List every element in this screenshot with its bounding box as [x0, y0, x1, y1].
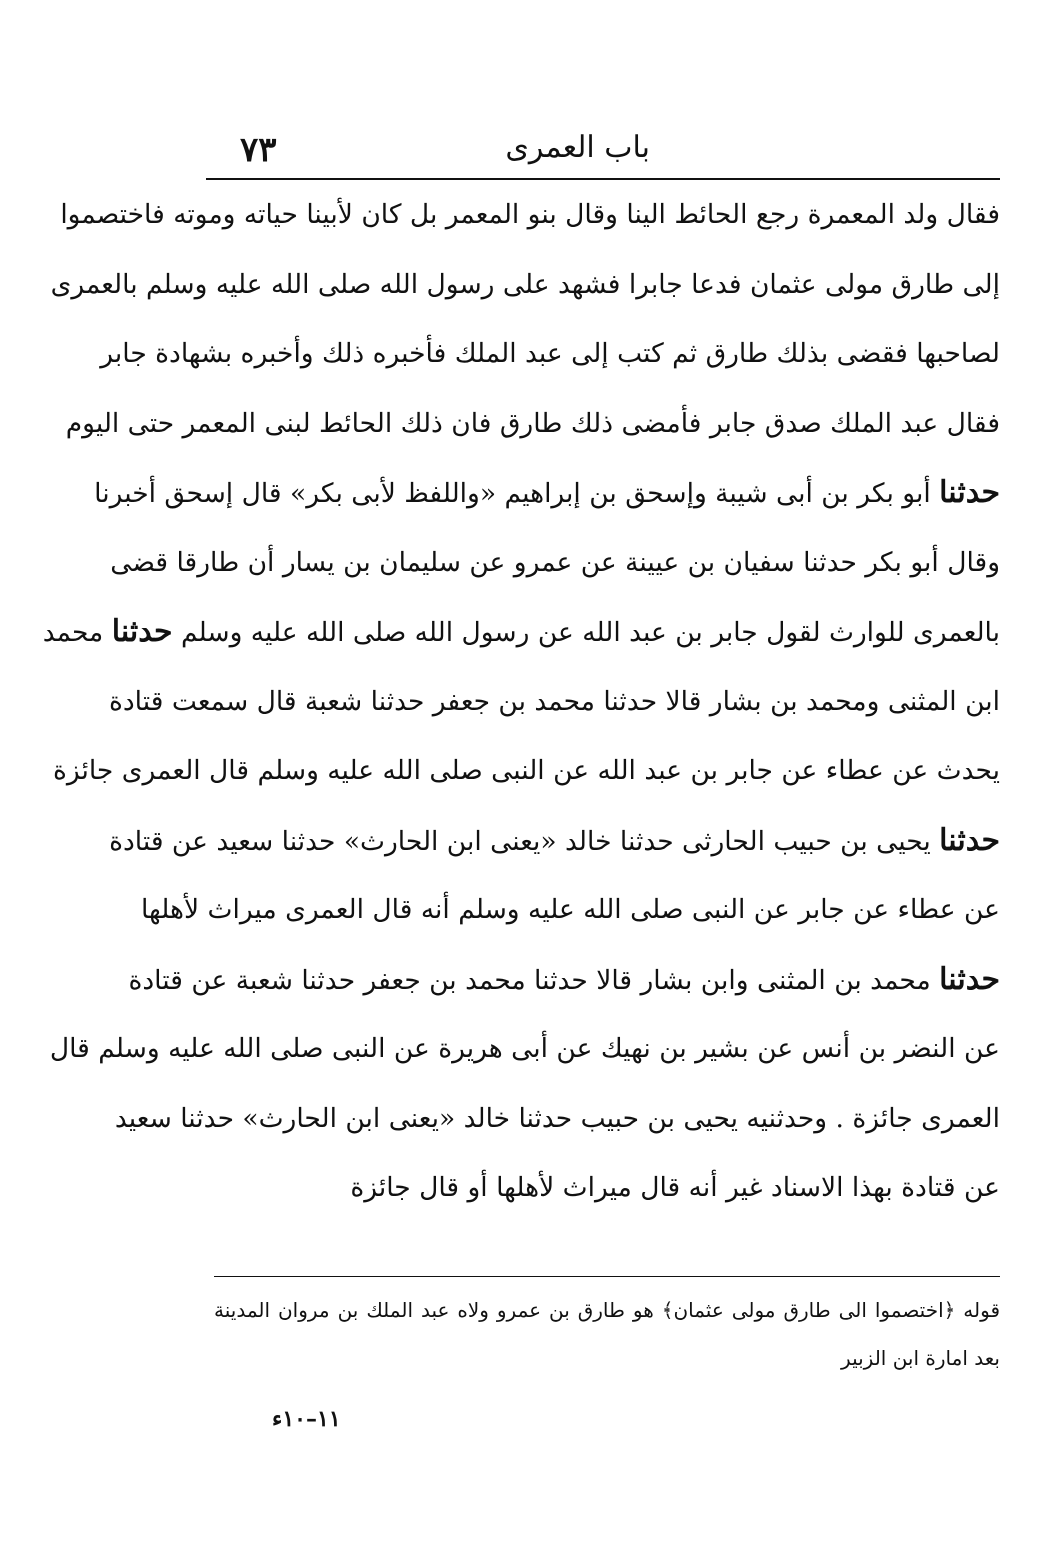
text-line: فقال ولد المعمرة رجع الحائط الينا وقال بنو المعمر بل كان لأبينا حياته وموته فاختصموا: [60, 199, 1000, 230]
text-line: حدثنا يحيى بن حبيب الحارثى حدثنا خالد «يعنى ابن الحارث» حدثنا سعيد عن قتادة: [109, 822, 1000, 858]
text-line: وقال أبو بكر حدثنا سفيان بن عيينة عن عمرو عن سليمان بن يسار أن طارقا قضى: [110, 546, 1000, 578]
footnote-divider: [214, 1276, 1000, 1277]
footnote-line: بعد امارة ابن الزبير: [841, 1346, 1000, 1370]
hadith-keyword: حدثنا: [939, 822, 1000, 858]
text-line: عن قتادة بهذا الاسناد غير أنه قال ميراث لأهلها أو قال جائزة: [350, 1172, 1000, 1203]
text-line: ابن المثنى ومحمد بن بشار قالا حدثنا محمد بن جعفر حدثنا شعبة قال سمعت قتادة: [109, 685, 1000, 717]
hadith-keyword: حدثنا: [939, 961, 1000, 997]
text-line: بالعمرى للوارث لقول جابر بن عبد الله عن رسول الله صلى الله عليه وسلم حدثنا محمد: [42, 614, 1000, 649]
text-line: عن النضر بن أنس عن بشير بن نهيك عن أبى هريرة عن النبى صلى الله عليه وسلم قال: [49, 1033, 1000, 1064]
page-number: ٧٣: [240, 130, 277, 170]
footnote-line: قوله ﴿اختصموا الى طارق مولى عثمان﴾ هو طارق بن عمرو ولاه عبد الملك بن مروان المدينة: [214, 1298, 1000, 1322]
footnote: [214, 1286, 1000, 1382]
text-line: حدثنا محمد بن المثنى وابن بشار قالا حدثنا محمد بن جعفر حدثنا شعبة عن قتادة: [128, 961, 1000, 997]
text-line: لصاحبها فقضى بذلك طارق ثم كتب إلى عبد الملك فأخبره ذلك وأخبره بشهادة جابر: [100, 338, 1000, 369]
text-line: العمرى جائزة . وحدثنيه يحيى بن حبيب حدثنا خالد «يعنى ابن الحارث» حدثنا سعيد: [114, 1102, 1000, 1134]
printer-signature: ١١–١٠ء: [272, 1406, 341, 1432]
main-text: [42, 180, 1000, 1223]
chapter-title: باب العمرى: [505, 130, 650, 165]
text-line: يحدث عن عطاء عن جابر بن عبد الله عن النبى صلى الله عليه وسلم قال العمرى جائزة: [52, 755, 1000, 786]
text-line: إلى طارق مولى عثمان فدعا جابرا فشهد على رسول الله صلى الله عليه وسلم بالعمرى: [50, 268, 1000, 300]
page-header: [210, 122, 1000, 172]
hadith-keyword: حدثنا: [111, 614, 173, 649]
hadith-keyword: حدثنا: [939, 475, 1000, 510]
text-line: عن عطاء عن جابر عن النبى صلى الله عليه وسلم أنه قال العمرى ميراث لأهلها: [140, 894, 1000, 925]
text-line: فقال عبد الملك صدق جابر فأمضى ذلك طارق فان ذلك الحائط لبنى المعمر حتى اليوم: [65, 407, 1000, 439]
text-line: حدثنا أبو بكر بن أبى شيبة وإسحق بن إبراهيم «واللفظ لأبى بكر» قال إسحق أخبرنا: [94, 475, 1000, 510]
